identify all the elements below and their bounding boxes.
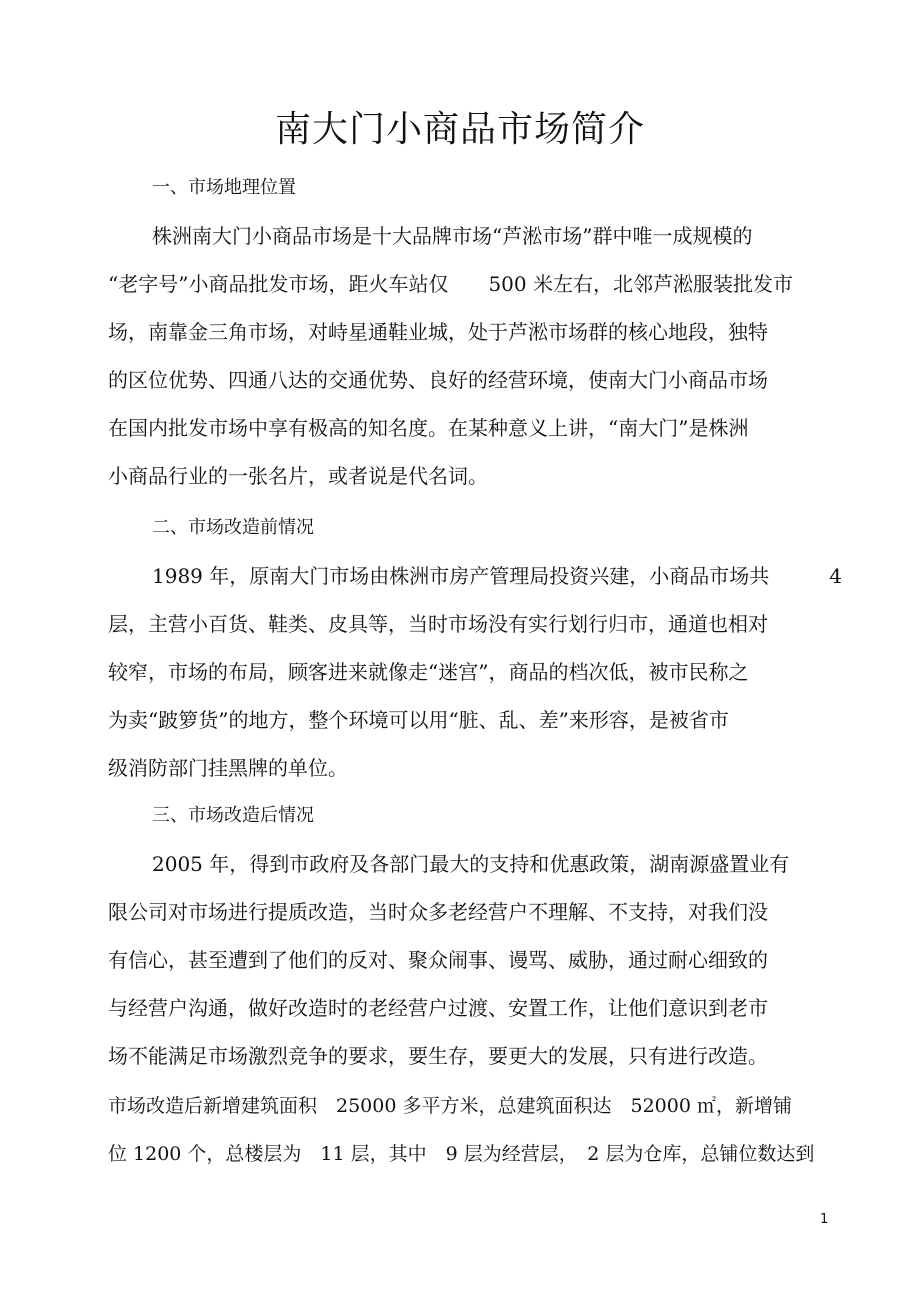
paragraph-line: 位 1200 个，总楼层为 11 层，其中 9 层为经营层， 2 层为仓库，总铺位数达到 — [108, 1143, 815, 1165]
paragraph-line: 级消防部门挂黑牌的单位。 — [108, 756, 348, 780]
paragraph-line: 有信心，甚至遭到了他们的反对、聚众闹事、谩骂、威胁，通过耐心细致的 — [108, 948, 768, 972]
paragraph-line: 限公司对市场进行提质改造，当时众多老经营户不理解、不支持，对我们没 — [108, 900, 768, 924]
page-title: 南大门小商品市场简介 — [274, 109, 645, 150]
paragraph-line: 场，南靠金三角市场，对峙星通鞋业城，处于芦淞市场群的核心地段，独特 — [108, 320, 768, 344]
paragraph-line: 为卖“跛箩货”的地方，整个环境可以用“脏、乱、差”来形容，是被省市 — [108, 708, 729, 732]
paragraph-line: 的区位优势、四通八达的交通优势、良好的经营环境，使南大门小商品市场 — [108, 368, 768, 392]
section-heading-before-renovation: 二、市场改造前情况 — [152, 517, 314, 538]
paragraph-line: 株洲南大门小商品市场是十大品牌市场“芦淞市场”群中唯一成规模的 — [152, 224, 753, 248]
paragraph-line: 1989 年，原南大门市场由株洲市房产管理局投资兴建，小商品市场共 4 — [152, 564, 842, 588]
paragraph-line: 较窄，市场的布局，顾客进来就像走“迷宫”，商品的档次低，被市民称之 — [108, 660, 749, 684]
paragraph-line: “老字号”小商品批发市场，距火车站仅 500 米左右，北邻芦淞服装批发市 — [108, 272, 793, 296]
paragraph-line: 小商品行业的一张名片，或者说是代名词。 — [108, 464, 488, 488]
paragraph-line: 在国内批发市场中享有极高的知名度。在某种意义上讲，“南大门”是株洲 — [108, 416, 749, 440]
paragraph-line: 市场改造后新增建筑面积 25000 多平方米，总建筑面积达 52000 ㎡，新增铺 — [108, 1095, 792, 1117]
section-heading-location: 一、市场地理位置 — [152, 177, 296, 198]
paragraph-line: 2005 年，得到市政府及各部门最大的支持和优惠政策，湖南源盛置业有 — [152, 852, 790, 876]
paragraph-line: 层，主营小百货、鞋类、皮具等，当时市场没有实行划行归市，通道也相对 — [108, 612, 768, 636]
paragraph-line: 与经营户沟通，做好改造时的老经营户过渡、安置工作，让他们意识到老市 — [108, 996, 768, 1020]
paragraph-line: 场不能满足市场激烈竞争的要求，要生存，要更大的发展，只有进行改造。 — [108, 1044, 768, 1068]
section-heading-after-renovation: 三、市场改造后情况 — [152, 805, 314, 826]
page-number: 1 — [820, 1212, 829, 1227]
